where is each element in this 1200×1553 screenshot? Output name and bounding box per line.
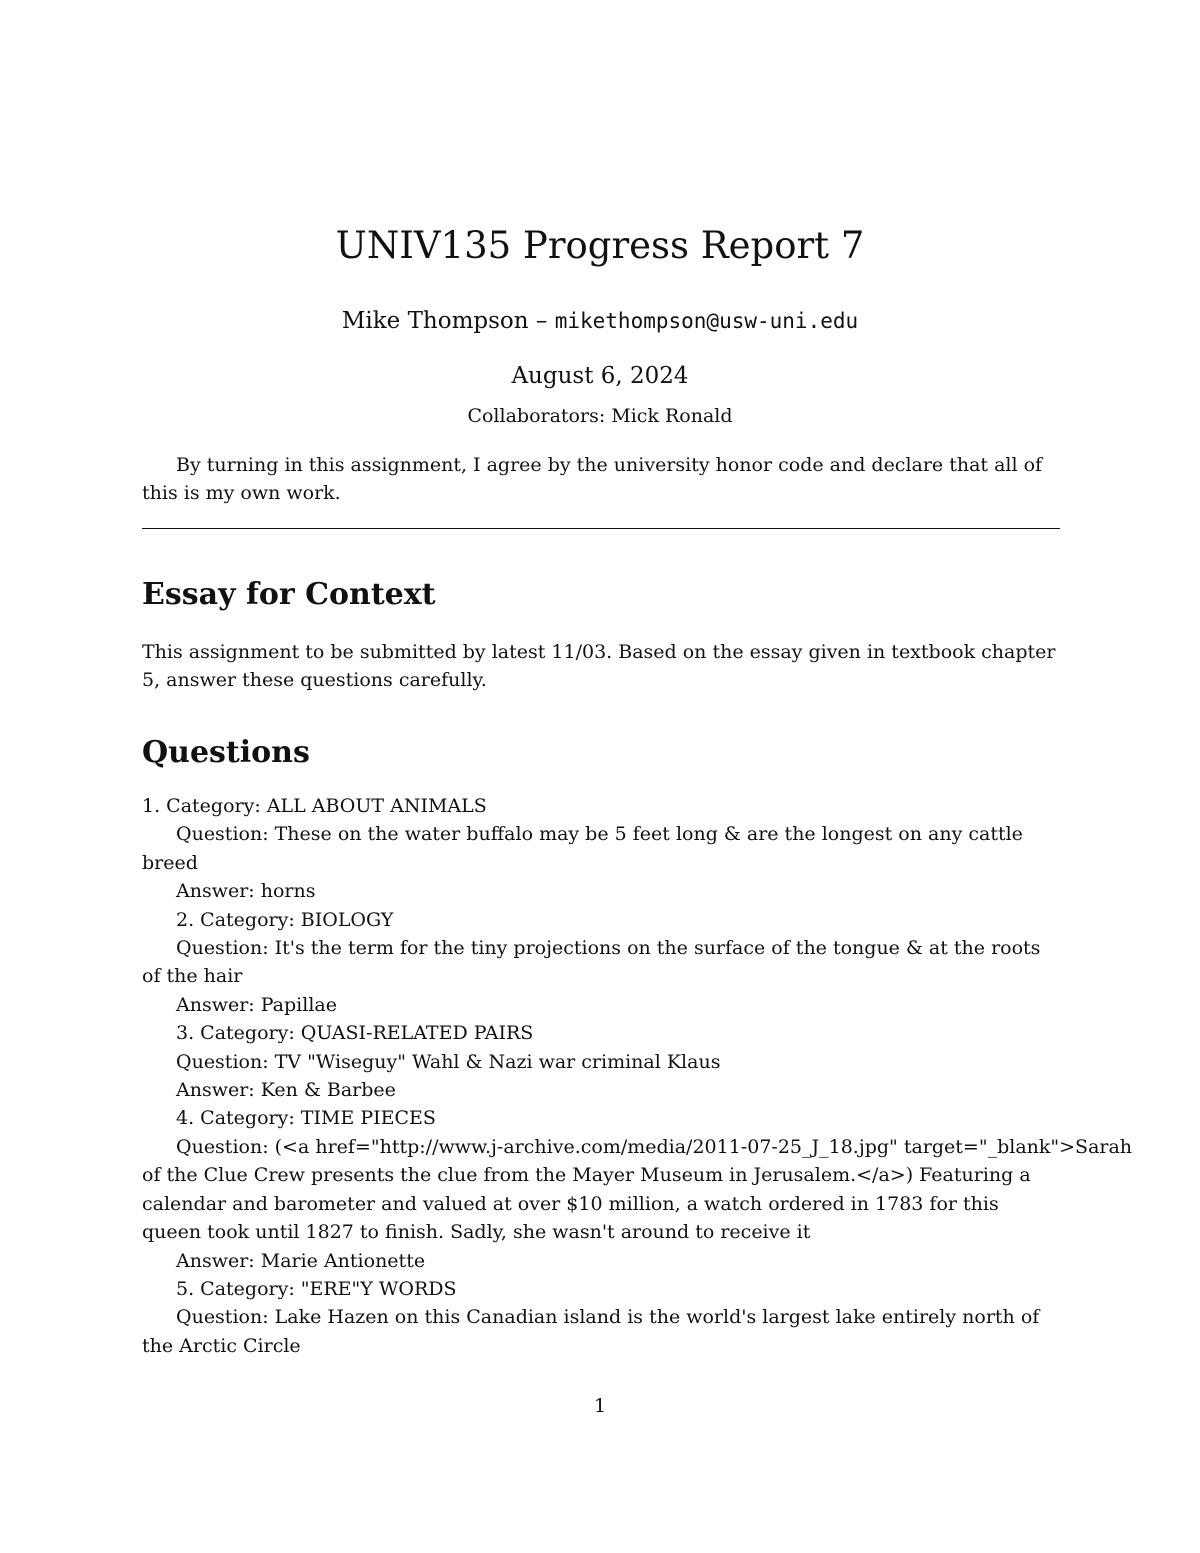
question-2-answer: Answer: Papillae: [176, 993, 337, 1016]
collaborators-line: Collaborators: Mick Ronald: [467, 405, 733, 427]
questions-list: [142, 792, 1133, 1360]
question-4-text-line1: Question: (<a href="http://www.j-archive.com/media/2011-07-25_J_18.jpg" target="_blank">Sarah: [176, 1135, 1133, 1158]
question-2-text: Question: It's the term for the tiny projections on the surface of the tongue & at the roots of the hair: [142, 937, 1041, 988]
page-number: 1: [593, 1395, 607, 1417]
author-email: mikethompson@usw-uni.edu: [554, 309, 859, 333]
question-3-category: 3. Category: QUASI-RELATED PAIRS: [176, 1022, 534, 1045]
question-1-answer: Answer: horns: [176, 880, 316, 903]
author-line: [0, 304, 1200, 338]
question-1-category: 1. Category: ALL ABOUT ANIMALS: [142, 795, 487, 817]
question-2-category: 2. Category: BIOLOGY: [176, 908, 394, 931]
question-3-text: Question: TV "Wiseguy" Wahl & Nazi war criminal Klaus: [176, 1050, 721, 1073]
document-date: August 6, 2024: [511, 363, 689, 389]
author-separator: –: [528, 308, 555, 334]
essay-paragraph: This assignment to be submitted by latest 11/03. Based on the essay given in textbook chapter 5, answer these questions carefully.: [142, 641, 1056, 691]
question-4-text-rest: of the Clue Crew presents the clue from the Mayer Museum in Jerusalem.</a>) Featuring a calendar and barometer and valued at over $10 million, a watch ordered in 1783 for this queen took until 1827 to finish. Sadly, she wasn't around to receive it: [142, 1164, 1031, 1244]
question-4-category: 4. Category: TIME PIECES: [176, 1107, 436, 1130]
question-5-category: 5. Category: "ERE"Y WORDS: [176, 1277, 457, 1300]
question-4-answer: Answer: Marie Antionette: [176, 1249, 426, 1272]
question-1-text: Question: These on the water buffalo may be 5 feet long & are the longest on any cattle breed: [142, 823, 1023, 874]
author-name: Mike Thompson: [341, 308, 529, 334]
document-title: UNIV135 Progress Report 7: [335, 224, 865, 267]
question-3-answer: Answer: Ken & Barbee: [176, 1079, 396, 1102]
question-5-text: Question: Lake Hazen on this Canadian island is the world's largest lake entirely north of the Arctic Circle: [142, 1306, 1040, 1357]
horizontal-divider: [142, 528, 1060, 529]
honor-statement: By turning in this assignment, I agree by the university honor code and declare that all of this is my own work.: [142, 454, 1043, 504]
essay-heading: Essay for Context: [142, 577, 436, 612]
questions-heading: Questions: [142, 735, 310, 770]
